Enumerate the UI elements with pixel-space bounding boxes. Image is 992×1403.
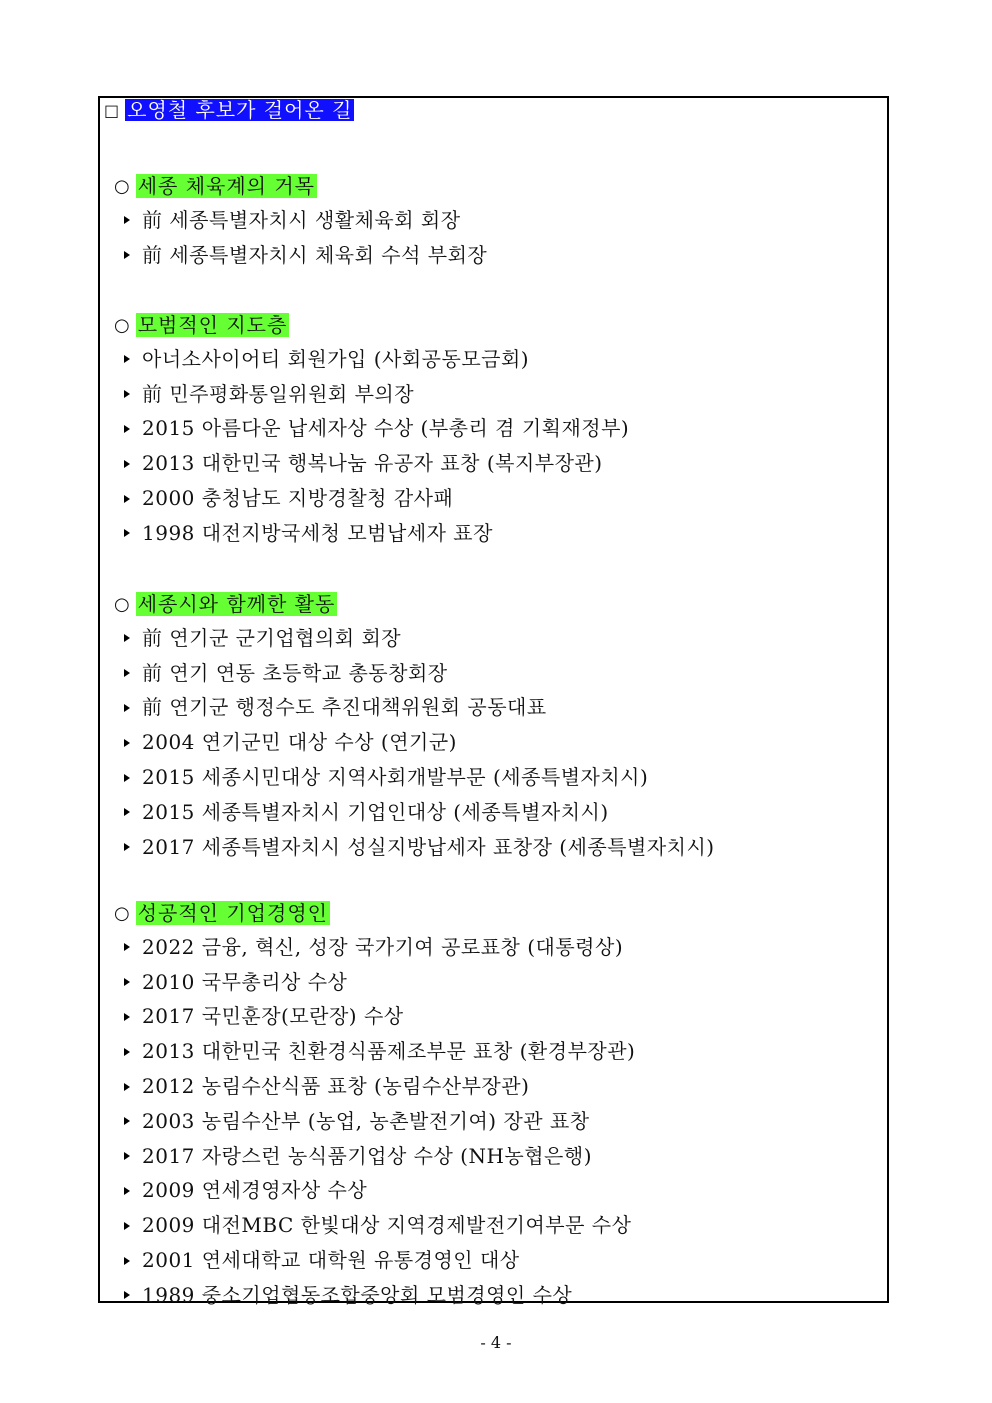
list-item-text: 2009 대전MBC 한빛대상 지역경제발전기여부문 수상 [142, 1213, 632, 1238]
list-item-text: 前 연기군 행정수도 추진대책위원회 공동대표 [142, 695, 547, 720]
triangle-bullet-icon [124, 216, 130, 224]
list-item [114, 1172, 635, 1207]
list-item [114, 410, 629, 445]
triangle-bullet-icon [124, 390, 130, 398]
list-item [114, 928, 635, 963]
triangle-bullet-icon [124, 669, 130, 677]
section-heading-text: 세종 체육계의 거목 [137, 174, 315, 198]
list-item-text: 2013 대한민국 행복나눔 유공자 표창 (복지부장관) [142, 451, 603, 476]
content-box [98, 96, 889, 1307]
list-item [114, 236, 487, 271]
triangle-bullet-icon [124, 495, 130, 503]
triangle-bullet-icon [124, 355, 130, 363]
list-item-text: 2003 농림수산부 (농업, 농촌발전기여) 장관 표창 [142, 1108, 590, 1133]
list-item-text: 2013 대한민국 친환경식품제조부문 표창 (환경부장관) [142, 1039, 636, 1064]
list-item-text: 前 세종특별자치시 생활체육회 회장 [142, 207, 461, 232]
circle-bullet: ○ [114, 593, 130, 615]
section-heading [114, 171, 487, 201]
list-item-text: 前 연기 연동 초등학교 총동창회장 [142, 660, 448, 685]
triangle-bullet-icon [124, 1222, 130, 1230]
list-item [114, 1206, 635, 1241]
list-item-text: 2015 아름다운 납세자상 수상 (부총리 겸 기획재정부) [142, 416, 630, 441]
section-heading-text: 모범적인 지도층 [137, 313, 288, 337]
list-item-text: 前 세종특별자치시 체육회 수석 부회장 [142, 242, 488, 267]
section-heading [114, 310, 629, 340]
list-item-text: 1998 대전지방국세청 모범납세자 표장 [142, 520, 493, 545]
circle-bullet: ○ [114, 175, 130, 197]
list-item-text: 아너소사이어티 회원가입 (사회공동모금회) [142, 346, 530, 371]
list-item [114, 793, 715, 828]
triangle-bullet-icon [124, 529, 130, 537]
list-item-text: 2015 세종시민대상 지역사회개발부문 (세종특별자치시) [142, 765, 649, 790]
list-item-text: 2009 연세경영자상 수상 [142, 1178, 368, 1203]
triangle-bullet-icon [124, 1048, 130, 1056]
triangle-bullet-icon [124, 739, 130, 747]
list-item-text: 2017 자랑스런 농식품기업상 수상 (NH농협은행) [142, 1143, 592, 1168]
list-item [114, 1241, 635, 1276]
list-item-text: 1989 중소기업협동조합중앙회 모범경영인 수상 [142, 1282, 573, 1307]
list-item-text: 2001 연세대학교 대학원 유통경영인 대상 [142, 1248, 520, 1273]
circle-bullet: ○ [114, 314, 130, 336]
list-item [114, 828, 715, 863]
list-item [114, 758, 715, 793]
triangle-bullet-icon [124, 704, 130, 712]
list-item [114, 963, 635, 998]
triangle-bullet-icon [124, 774, 130, 782]
page-number: - 4 - [480, 1333, 512, 1352]
triangle-bullet-icon [124, 978, 130, 986]
list-item [114, 375, 629, 410]
list-item [114, 514, 629, 549]
triangle-bullet-icon [124, 251, 130, 259]
list-item [114, 1102, 635, 1137]
list-item [114, 619, 715, 654]
list-item [114, 1137, 635, 1172]
list-item [114, 1276, 635, 1311]
section-heading-text: 세종시와 함께한 활동 [137, 592, 336, 616]
triangle-bullet-icon [124, 1187, 130, 1195]
section-heading [114, 589, 715, 619]
list-item-text: 2012 농림수산식품 표창 (농림수산부장관) [142, 1074, 530, 1099]
list-item-text: 2017 세종특별자치시 성실지방납세자 표창장 (세종특별자치시) [142, 834, 715, 859]
section-4 [114, 898, 635, 1311]
list-item-text: 2015 세종특별자치시 기업인대상 (세종특별자치시) [142, 799, 609, 824]
triangle-bullet-icon [124, 425, 130, 433]
list-item [114, 479, 629, 514]
section-heading-text: 성공적인 기업경영인 [137, 901, 328, 925]
section-heading [114, 898, 635, 928]
triangle-bullet-icon [124, 1152, 130, 1160]
list-item [114, 1032, 635, 1067]
triangle-bullet-icon [124, 1083, 130, 1091]
page-title: 오영철 후보가 걸어온 길 [127, 98, 353, 122]
triangle-bullet-icon [124, 1291, 130, 1299]
list-item [114, 654, 715, 689]
list-item [114, 723, 715, 758]
section-2 [114, 310, 629, 549]
list-item [114, 998, 635, 1033]
list-item [114, 201, 487, 236]
square-bullet: □ [104, 100, 120, 120]
list-item [114, 1067, 635, 1102]
list-item-text: 2000 충청남도 지방경찰청 감사패 [142, 486, 454, 511]
list-item-text: 前 민주평화통일위원회 부의장 [142, 381, 415, 406]
triangle-bullet-icon [124, 460, 130, 468]
title-row [104, 98, 354, 122]
circle-bullet: ○ [114, 902, 130, 924]
list-item-text: 前 연기군 군기업협의회 회장 [142, 625, 402, 650]
list-item-text: 2010 국무총리상 수상 [142, 969, 348, 994]
triangle-bullet-icon [124, 634, 130, 642]
triangle-bullet-icon [124, 843, 130, 851]
section-3 [114, 589, 715, 863]
triangle-bullet-icon [124, 808, 130, 816]
triangle-bullet-icon [124, 1257, 130, 1265]
triangle-bullet-icon [124, 943, 130, 951]
list-item [114, 444, 629, 479]
triangle-bullet-icon [124, 1013, 130, 1021]
list-item-text: 2022 금융, 혁신, 성장 국가기여 공로표창 (대통령상) [142, 934, 624, 959]
list-item-text: 2017 국민훈장(모란장) 수상 [142, 1004, 404, 1029]
section-1 [114, 171, 487, 271]
triangle-bullet-icon [124, 1117, 130, 1125]
list-item [114, 689, 715, 724]
list-item [114, 340, 629, 375]
list-item-text: 2004 연기군민 대상 수상 (연기군) [142, 730, 457, 755]
